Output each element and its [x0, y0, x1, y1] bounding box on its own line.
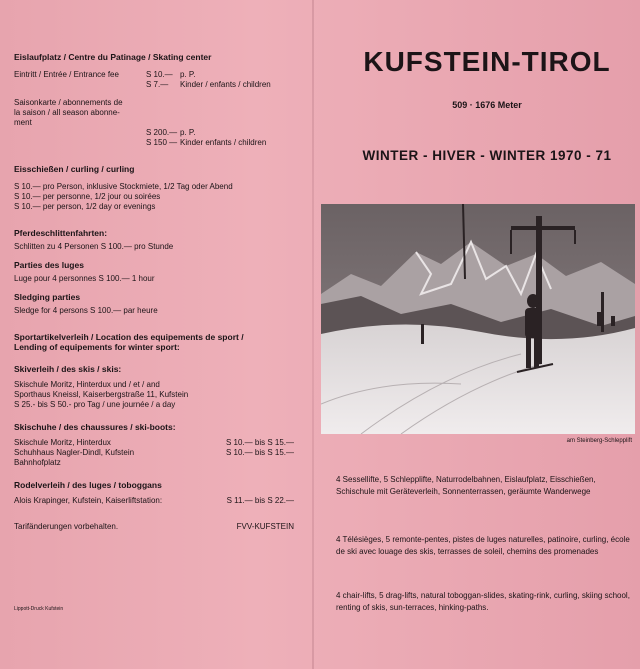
curling-line: S 10.— pro Person, inklusive Stockmiete, 1/2 Tag oder Abend — [14, 182, 233, 191]
printer-credit: Lippott-Druck Kufstein — [14, 606, 64, 612]
fold-line — [312, 0, 314, 669]
boots-row: Bahnhofplatz — [14, 458, 61, 467]
page-title: KUFSTEIN-TIROL — [363, 46, 611, 77]
photo-caption: am Steinberg-Schlepplift — [566, 438, 632, 444]
boots-row: Schuhhaus Nagler-Dindl, Kufstein S 10.— bis S 15.— — [14, 448, 294, 457]
ski-rental-heading: Skiverleih / des skis / skis: — [14, 364, 122, 374]
rental-heading: Lending of equipements for winter sport: — [14, 342, 180, 352]
season-label: la saison / all season abonne- — [14, 108, 120, 117]
boots-row: Skischule Moritz, Hinterdux S 10.— bis S 15.— — [14, 438, 294, 447]
boots-heading: Skischuhe / des chaussures / ski-boots: — [14, 422, 176, 432]
price-change-note: Tarifänderungen vorbehalten. — [14, 522, 119, 531]
sleigh-line: Schlitten zu 4 Personen S 100.— pro Stunde — [14, 242, 174, 251]
skating-heading: Eislaufplatz / Centre du Patinage / Skating center — [14, 52, 212, 62]
season-row: S 150 — Kinder enfants / children — [146, 138, 267, 147]
toboggan-row: Alois Krapinger, Kufstein, Kaiserliftstation: S 11.— bis S 22.— — [14, 496, 294, 505]
toboggan-heading: Rodelverleih / des luges / toboggans — [14, 480, 162, 490]
skating-row: Eintritt / Entrée / Entrance fee S 10.— p. P. — [14, 70, 196, 79]
description-en: 4 chair-lifts, 5 drag-lifts, natural toboggan-slides, skating-rink, curling, skiing school, renting of skis, sun-terraces, hinking-paths. — [336, 591, 630, 612]
altitude: 509 · 1676 Meter — [452, 100, 522, 110]
cover-column — [318, 0, 640, 669]
ski-lift-photo-graphic — [321, 204, 635, 434]
price-list-column — [14, 52, 306, 532]
description-fr: 4 Télésièges, 5 remonte-pentes, pistes de luges naturelles, patinoire, curling, école de ski avec louage des skis, terrasses de soleil, chemins des promenades — [336, 535, 630, 556]
ski-rental-line: Sporthaus Kneissl, Kaiserbergstraße 11, Kufstein — [14, 390, 189, 399]
ski-rental-line: Skischule Moritz, Hinterdux und / et / and — [14, 380, 160, 389]
luges-heading: Parties des luges — [14, 260, 84, 270]
sledging-line: Sledge for 4 persons S 100.— par heure — [14, 306, 158, 315]
ski-rental-line: S 25.- bis S 50.- pro Tag / une journée / a day — [14, 400, 176, 409]
sleigh-heading: Pferdeschlittenfahrten: — [14, 228, 108, 238]
publisher: FVV-KUFSTEIN — [236, 522, 294, 531]
season-row: S 200.— p. P. — [146, 128, 196, 137]
ski-lift-photo — [321, 204, 635, 434]
description-de: 4 Sessellifte, 5 Schlepplifte, Naturrodelbahnen, Eislaufplatz, Eisschießen, Schischule mit Geräteverleih, Sonnenterrassen, geräumte Wanderwege — [336, 475, 596, 496]
curling-line: S 10.— per person, 1/2 day or evenings — [14, 202, 156, 211]
season-label: ment — [14, 118, 32, 127]
rental-heading: Sportartikelverleih / Location des equipements de sport / — [14, 332, 244, 342]
skating-row: S 7.— Kinder / enfants / children — [146, 80, 271, 89]
curling-heading: Eisschießen / curling / curling — [14, 164, 135, 174]
sledging-heading: Sledging parties — [14, 292, 81, 302]
season-title: WINTER - HIVER - WINTER 1970 - 71 — [362, 148, 612, 163]
season-label: Saisonkarte / abonnements de — [14, 98, 123, 107]
footer-row — [14, 522, 294, 532]
luges-line: Luge pour 4 personnes S 100.— 1 hour — [14, 274, 155, 283]
curling-line: S 10.— per personne, 1/2 jour ou soirées — [14, 192, 161, 201]
